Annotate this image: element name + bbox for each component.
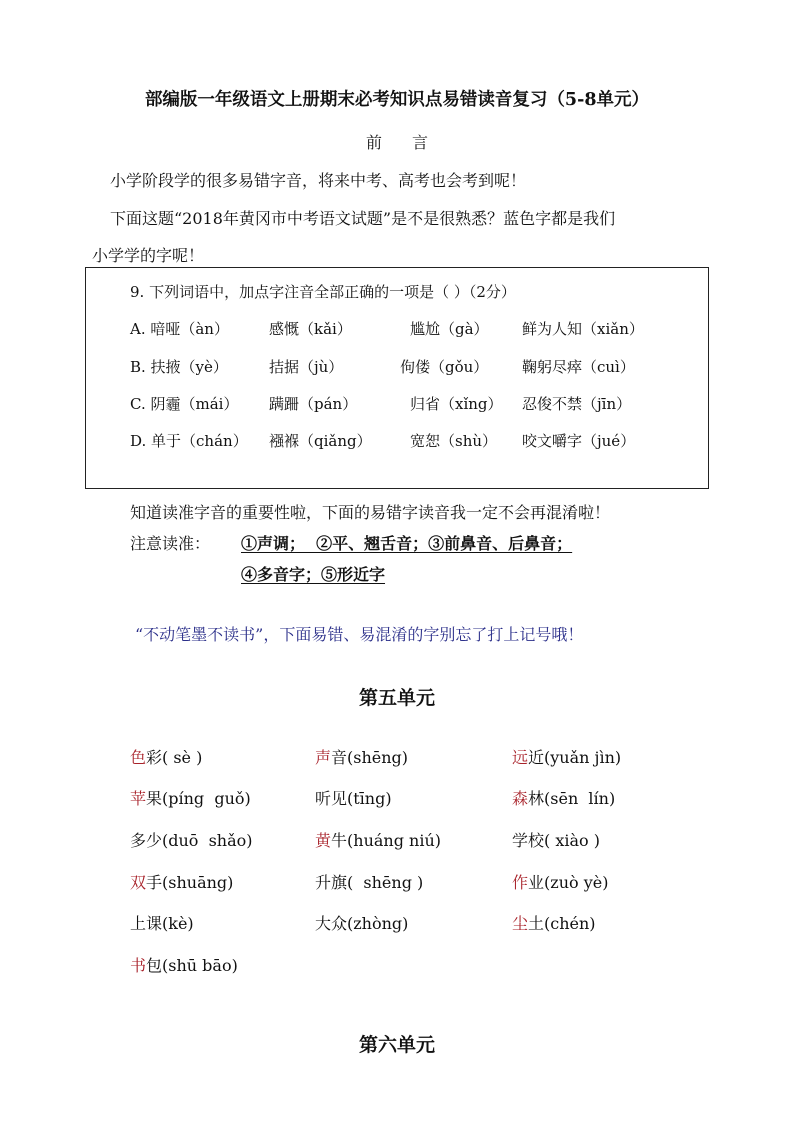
quiz-option-c — [0, 393, 794, 415]
quiz-option-c-1: C. 阴霾（mái） — [130, 395, 239, 413]
reminder-text: “不动笔墨不读书”，下面易错、易混淆的字别忘了打上记号哦！ — [135, 625, 584, 644]
attention-label: 注意读准： — [130, 534, 211, 553]
quiz-question: 9. 下列词语中，加点字注音全部正确的一项是（ ）（2分） — [130, 283, 516, 301]
unit-6-heading: 第六单元 — [358, 1034, 435, 1056]
attention-points-line-1: ①声调； ②平、翘舌音；③前鼻音、后鼻音； — [241, 534, 573, 553]
quiz-option-d-2: 襁褓（qiǎng） — [269, 432, 372, 450]
intro-paragraph-1: 小学阶段学的很多易错字音，将来中考、高考也会考到呢！ — [110, 171, 527, 190]
word-item: 双手(shuāng) — [130, 873, 234, 892]
quiz-option-b-2: 拮据（jù） — [269, 358, 344, 376]
quiz-option-d-3: 宽恕（shù） — [410, 432, 498, 450]
word-item: 上课(kè) — [130, 914, 194, 933]
intro-paragraph-2: 下面这题“2018年黄冈市中考语文试题”是不是很熟悉？蓝色字都是我们 — [110, 209, 616, 228]
quiz-option-a-4: 鲜为人知（xiǎn） — [522, 320, 644, 338]
quiz-option-c-4: 忍俊不禁（jīn） — [522, 395, 632, 413]
preface-heading — [0, 130, 794, 153]
word-item: 多少(duō shǎo) — [130, 831, 253, 850]
page-title: 部编版一年级语文上册期末必考知识点易错读音复习（5-8单元） — [144, 90, 650, 110]
quiz-option-b-1: B. 扶掖（yè） — [130, 358, 228, 376]
word-item: 书包(shū bāo) — [130, 956, 238, 975]
word-item: 升旗( shēng ) — [315, 873, 424, 892]
word-item: 远近(yuǎn jìn) — [512, 748, 622, 767]
word-item: 学校( xiào ) — [512, 831, 600, 850]
after-quiz-text: 知道读准字音的重要性啦，下面的易错字读音我一定不会再混淆啦！ — [130, 503, 611, 522]
attention-points-line-2: ④多音字；⑤形近字 — [241, 565, 386, 584]
quiz-option-a-1: A. 喑哑（àn） — [130, 320, 229, 338]
quiz-option-a-2: 感慨（kǎi） — [269, 320, 352, 338]
quiz-option-b-3: 佝偻（gǒu） — [400, 358, 489, 376]
quiz-option-c-2: 蹒跚（pán） — [269, 395, 358, 413]
quiz-option-d-4: 咬文嚼字（jué） — [522, 432, 636, 450]
word-item: 苹果(píng guǒ) — [130, 789, 251, 808]
word-item: 尘土(chén) — [512, 914, 596, 933]
preface-char-2: 言 — [412, 133, 429, 152]
quiz-option-a-3: 尴尬（gà） — [410, 320, 489, 338]
unit-5-heading: 第五单元 — [358, 687, 435, 709]
preface-char-1: 前 — [365, 133, 382, 152]
quiz-option-d-1: D. 单于（chán） — [130, 432, 248, 450]
quiz-option-d — [0, 430, 794, 452]
intro-paragraph-3: 小学学的字呢！ — [92, 246, 205, 265]
word-item: 色彩( sè ) — [130, 748, 203, 767]
word-item: 黄牛(huáng niú) — [315, 831, 442, 850]
quiz-option-c-3: 归省（xǐng） — [410, 395, 503, 413]
word-item: 作业(zuò yè) — [512, 873, 609, 892]
quiz-option-a — [0, 318, 794, 340]
quiz-option-b — [0, 356, 794, 378]
word-item: 听见(tīng) — [315, 789, 392, 808]
word-item: 声音(shēng) — [315, 748, 409, 767]
quiz-option-b-4: 鞠躬尽瘁（cuì） — [522, 358, 635, 376]
word-item: 大众(zhòng) — [315, 914, 409, 933]
word-item: 森林(sēn lín) — [512, 789, 616, 808]
